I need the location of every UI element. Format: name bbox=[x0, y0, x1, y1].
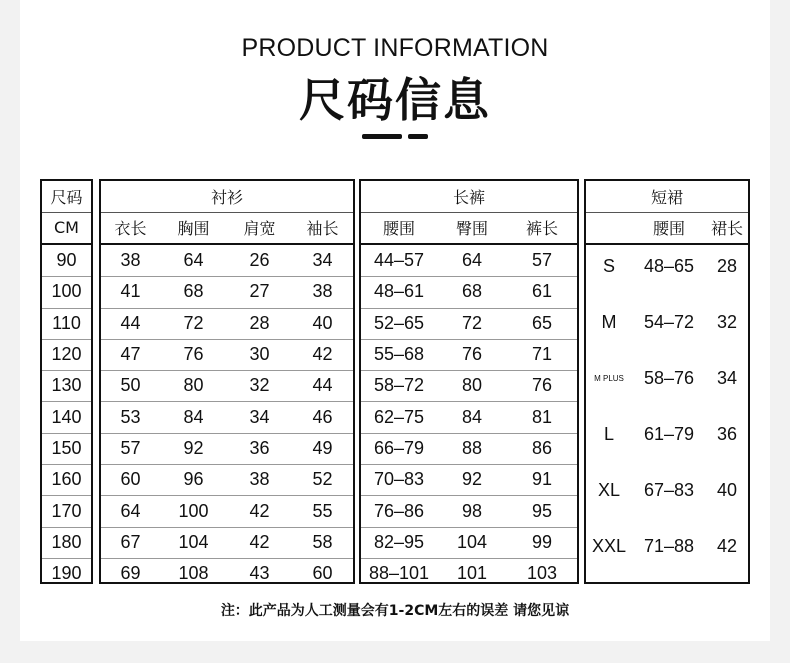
shirt_table-cell: 64 bbox=[183, 250, 204, 271]
title-chinese: 尺码信息 bbox=[299, 73, 491, 127]
size-value: 110 bbox=[52, 312, 81, 333]
shirt_table-cell: 67 bbox=[120, 531, 141, 552]
skirt-size-label: XXL bbox=[591, 536, 627, 557]
shirt_table-cell: 50 bbox=[120, 375, 141, 396]
skirt-row bbox=[586, 519, 748, 575]
shirt_table-cell: 34 bbox=[249, 406, 270, 427]
pants-table bbox=[359, 179, 579, 584]
skirt-waist-value: 67–83 bbox=[643, 480, 695, 501]
pants_table-cell: 76 bbox=[531, 375, 553, 396]
pants_table-cell: 52–65 bbox=[373, 312, 425, 333]
size-row bbox=[42, 464, 91, 496]
pants_table-cell: 88–101 bbox=[368, 563, 430, 584]
pants_table-cell: 88 bbox=[461, 437, 483, 458]
size-row bbox=[42, 276, 91, 308]
shirt_table-cell: 69 bbox=[120, 563, 141, 584]
pants_table-row bbox=[361, 433, 577, 465]
shirt_table-row bbox=[101, 495, 353, 527]
pants_table-cell: 103 bbox=[526, 563, 558, 584]
skirt-size-label: M bbox=[601, 311, 617, 332]
skirt-length-value: 34 bbox=[716, 367, 738, 388]
shirt_table-col-header: 肩宽 bbox=[243, 219, 276, 238]
pants_table-cell: 84 bbox=[461, 406, 483, 427]
shirt_table-column-header bbox=[101, 212, 353, 245]
pants_table-cell: 66–79 bbox=[373, 437, 425, 458]
shirt_table-cell: 42 bbox=[312, 344, 333, 365]
shirt_table-row bbox=[101, 339, 353, 371]
pants_table-row bbox=[361, 402, 577, 434]
shirt_table-cell: 38 bbox=[249, 469, 270, 490]
size-row bbox=[42, 433, 91, 465]
pants_table-cell: 68 bbox=[461, 281, 483, 302]
skirt-col-header: 腰围 bbox=[652, 219, 685, 238]
pants_table-cell: 99 bbox=[531, 531, 553, 552]
shirt_table-cell: 96 bbox=[183, 469, 204, 490]
shirt_table-cell: 52 bbox=[312, 469, 333, 490]
shirt_table-cell: 92 bbox=[183, 437, 204, 458]
shirt_table-row bbox=[101, 308, 353, 340]
pants_table-cell: 55–68 bbox=[373, 344, 425, 365]
size-group-label: 尺码 bbox=[50, 188, 83, 207]
pants_table-cell: 57 bbox=[531, 250, 553, 271]
pants_table-cell: 65 bbox=[531, 312, 553, 333]
shirt_table-cell: 108 bbox=[178, 563, 209, 584]
skirt-waist-value: 58–76 bbox=[643, 367, 695, 388]
size-row bbox=[42, 370, 91, 402]
size-value: 120 bbox=[51, 344, 82, 365]
shirt_table-cell: 72 bbox=[183, 312, 204, 333]
skirt-group-header bbox=[586, 181, 748, 213]
measurement-note: 注：此产品为人工测量会有1-2CM左右的误差 请您见谅 bbox=[220, 603, 570, 619]
pants_table-cell: 80 bbox=[461, 375, 483, 396]
pants_table-row bbox=[361, 527, 577, 559]
shirt_table-cell: 100 bbox=[178, 500, 209, 521]
size-row bbox=[42, 495, 91, 527]
skirt-size-label: L bbox=[603, 424, 614, 445]
pants_table-row bbox=[361, 558, 577, 589]
title-underline-right bbox=[408, 134, 428, 139]
shirt_table-row bbox=[101, 558, 353, 589]
shirt_table-cell: 38 bbox=[312, 281, 333, 302]
skirt-length-value: 32 bbox=[716, 311, 738, 332]
shirt_table-cell: 42 bbox=[249, 500, 270, 521]
skirt-row bbox=[586, 407, 748, 463]
shirt_table-cell: 36 bbox=[249, 437, 270, 458]
shirt_table-cell: 80 bbox=[183, 375, 204, 396]
pants_table-col-header: 裤长 bbox=[525, 219, 558, 238]
skirt-group-label: 短裙 bbox=[650, 188, 683, 207]
pants_table-cell: 58–72 bbox=[373, 375, 425, 396]
pants_table-row bbox=[361, 308, 577, 340]
skirt-size-label: XL bbox=[597, 480, 621, 501]
skirt-length-value: 36 bbox=[716, 424, 738, 445]
pants_table-cell: 82–95 bbox=[373, 531, 425, 552]
shirt_table-cell: 42 bbox=[249, 531, 270, 552]
size-row bbox=[42, 527, 91, 559]
pants_table-row bbox=[361, 339, 577, 371]
title-english: PRODUCT INFORMATION bbox=[241, 34, 549, 62]
shirt_table-row bbox=[101, 464, 353, 496]
size-row bbox=[42, 339, 91, 371]
pants_table-cell: 81 bbox=[531, 406, 553, 427]
size-value: 90 bbox=[56, 250, 77, 271]
size-value: 170 bbox=[51, 500, 82, 521]
pants_table-cell: 104 bbox=[456, 531, 488, 552]
pants_table-row bbox=[361, 245, 577, 277]
skirt-waist-value: 61–79 bbox=[643, 424, 695, 445]
size-value: 190 bbox=[51, 563, 82, 584]
shirt_table-col-header: 袖长 bbox=[306, 219, 339, 238]
size-group-header bbox=[42, 181, 91, 213]
shirt_table-cell: 68 bbox=[183, 281, 204, 302]
shirt_table-cell: 60 bbox=[312, 563, 333, 584]
shirt_table-cell: 38 bbox=[120, 250, 141, 271]
skirt-col-header: 裙长 bbox=[710, 219, 743, 238]
pants_table-cell: 92 bbox=[461, 469, 483, 490]
pants_table-cell: 101 bbox=[456, 563, 488, 584]
pants_table-cell: 76 bbox=[461, 344, 483, 365]
skirt-length-value: 40 bbox=[716, 480, 738, 501]
size-value: 140 bbox=[51, 406, 82, 427]
shirt_table-cell: 47 bbox=[120, 344, 141, 365]
pants_table-cell: 72 bbox=[461, 312, 483, 333]
skirt-length-value: 42 bbox=[716, 536, 738, 557]
pants_table-row bbox=[361, 370, 577, 402]
skirt-table bbox=[584, 179, 750, 584]
pants_table-cell: 70–83 bbox=[373, 469, 425, 490]
shirt_table-cell: 57 bbox=[120, 437, 141, 458]
shirt_table-group-header bbox=[101, 181, 353, 213]
shirt_table-cell: 76 bbox=[183, 344, 204, 365]
shirt_table-cell: 41 bbox=[120, 281, 141, 302]
shirt_table-cell: 46 bbox=[312, 406, 333, 427]
skirt-row bbox=[586, 350, 748, 406]
skirt-size-label: S bbox=[602, 255, 615, 276]
pants_table-cell: 71 bbox=[531, 344, 553, 365]
size-unit-label: CM bbox=[54, 218, 79, 237]
pants_table-group-label: 长裤 bbox=[452, 188, 485, 207]
pants_table-row bbox=[361, 464, 577, 496]
shirt_table-cell: 40 bbox=[312, 312, 333, 333]
pants_table-cell: 86 bbox=[531, 437, 553, 458]
shirt_table-cell: 104 bbox=[178, 531, 209, 552]
shirt_table-cell: 26 bbox=[249, 250, 270, 271]
shirt_table-row bbox=[101, 433, 353, 465]
size-value: 100 bbox=[51, 281, 82, 302]
shirt_table-cell: 30 bbox=[249, 344, 270, 365]
pants_table-col-header: 腰围 bbox=[382, 219, 415, 238]
shirt_table-cell: 55 bbox=[312, 500, 333, 521]
size-row bbox=[42, 245, 91, 277]
shirt_table-group-label: 衬衫 bbox=[210, 188, 243, 207]
size-row bbox=[42, 402, 91, 434]
size-value: 130 bbox=[51, 375, 82, 396]
title-underline-left bbox=[362, 134, 402, 139]
shirt_table-cell: 27 bbox=[249, 281, 270, 302]
shirt_table-row bbox=[101, 402, 353, 434]
shirt_table-cell: 64 bbox=[120, 500, 141, 521]
shirt_table-cell: 49 bbox=[312, 437, 333, 458]
skirt-waist-value: 71–88 bbox=[643, 536, 695, 557]
skirt-size-label: M PLUS bbox=[594, 373, 624, 383]
pants_table-cell: 64 bbox=[461, 250, 483, 271]
pants_table-cell: 61 bbox=[531, 281, 553, 302]
size-table bbox=[40, 179, 93, 584]
skirt-row bbox=[586, 238, 748, 294]
size-row bbox=[42, 558, 91, 589]
pants_table-cell: 98 bbox=[461, 500, 483, 521]
size-unit-header bbox=[42, 212, 91, 245]
pants_table-group-header bbox=[361, 181, 577, 213]
shirt-table bbox=[99, 179, 355, 584]
shirt_table-cell: 84 bbox=[183, 406, 204, 427]
shirt_table-cell: 34 bbox=[312, 250, 333, 271]
skirt-waist-value: 48–65 bbox=[643, 255, 695, 276]
size-value: 160 bbox=[51, 469, 82, 490]
pants_table-cell: 95 bbox=[531, 500, 553, 521]
shirt_table-col-header: 胸围 bbox=[177, 219, 210, 238]
size-row bbox=[42, 308, 91, 340]
pants_table-row bbox=[361, 495, 577, 527]
shirt_table-cell: 28 bbox=[249, 312, 270, 333]
pants_table-column-header bbox=[361, 212, 577, 245]
shirt_table-row bbox=[101, 276, 353, 308]
skirt-row bbox=[586, 463, 748, 519]
pants_table-cell: 76–86 bbox=[373, 500, 425, 521]
pants_table-cell: 44–57 bbox=[373, 250, 425, 271]
pants_table-cell: 48–61 bbox=[373, 281, 425, 302]
pants_table-row bbox=[361, 276, 577, 308]
shirt_table-cell: 43 bbox=[249, 563, 270, 584]
skirt-row bbox=[586, 294, 748, 350]
shirt_table-cell: 44 bbox=[312, 375, 333, 396]
shirt_table-cell: 58 bbox=[312, 531, 333, 552]
size-value: 180 bbox=[51, 531, 82, 552]
skirt-waist-value: 54–72 bbox=[643, 311, 695, 332]
shirt_table-cell: 32 bbox=[249, 375, 270, 396]
shirt_table-row bbox=[101, 370, 353, 402]
pants_table-col-header: 臀围 bbox=[455, 219, 488, 238]
pants_table-cell: 62–75 bbox=[373, 406, 425, 427]
pants_table-cell: 91 bbox=[531, 469, 553, 490]
shirt_table-row bbox=[101, 245, 353, 277]
shirt_table-col-header: 衣长 bbox=[114, 219, 147, 238]
shirt_table-cell: 60 bbox=[120, 469, 141, 490]
shirt_table-row bbox=[101, 527, 353, 559]
shirt_table-cell: 53 bbox=[120, 406, 141, 427]
size-value: 150 bbox=[51, 437, 82, 458]
skirt-length-value: 28 bbox=[716, 255, 738, 276]
shirt_table-cell: 44 bbox=[120, 312, 141, 333]
